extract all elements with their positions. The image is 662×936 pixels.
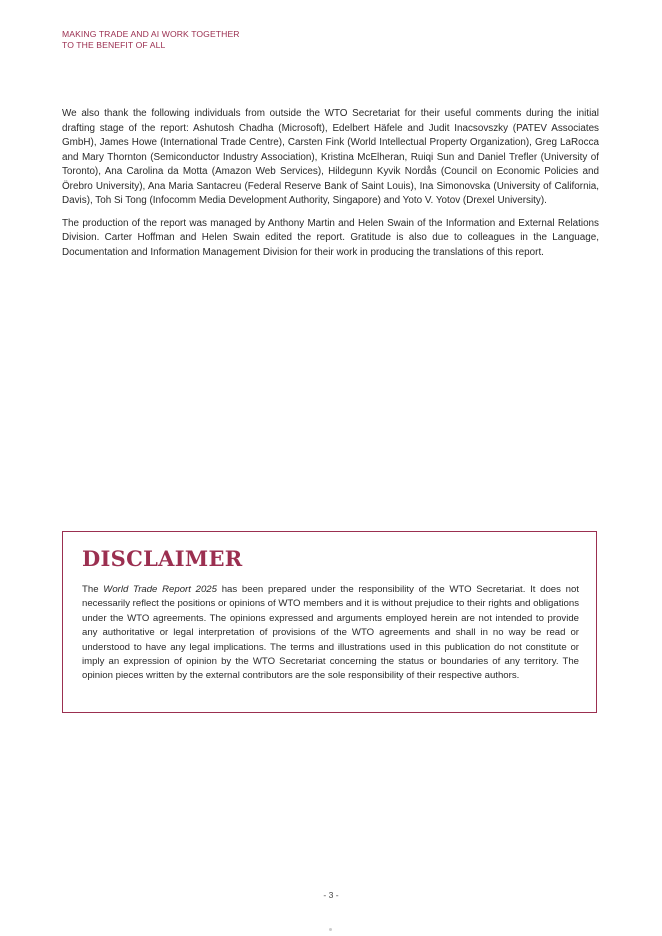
footer-dot-mark — [329, 928, 332, 931]
disclaimer-text-rest: has been prepared under the responsibility of the WTO Secretariat. It does not necessarily reflect the positions or opinions of WTO members and it is without prejudice to their rights and obligations under the WTO agreements. The opinions expressed and arguments employed herein are not intended to provide any authoritative or legal interpretation of provisions of the WTO agreements and shall in no way be read or understood to have any legal implications. The terms and illustrations used in this publication do not constitute or imply an expression of opinion by the WTO Secretariat concerning the status or boundaries of any territory. The opinion pieces written by the external contributors are the sole responsibility of their respective authors. — [82, 584, 579, 682]
disclaimer-report-title: World Trade Report 2025 — [103, 584, 217, 595]
running-header — [62, 29, 240, 50]
acknowledgements-body — [62, 107, 599, 268]
disclaimer-box — [62, 531, 597, 713]
running-header-line-1: MAKING TRADE AND AI WORK TOGETHER — [62, 29, 240, 39]
running-header-line-2: TO THE BENEFIT OF ALL — [62, 39, 166, 50]
disclaimer-text-prefix: The — [82, 584, 104, 595]
disclaimer-text — [82, 583, 579, 684]
acknowledgements-paragraph-2: The production of the report was managed by Anthony Martin and Helen Swain of the Information and External Relations Division. Carter Hoffman and Helen Swain edited the report. Gratitude is also due to colleagues in the Language, Documentation and Information Management Division for their work in producing the translations of this report. — [62, 217, 599, 258]
page-number: - 3 - — [323, 890, 339, 900]
acknowledgements-paragraph-1: We also thank the following individuals from outside the WTO Secretariat for their useful comments during the initial drafting stage of the report: Ashutosh Chadha (Microsoft), Edelbert Häfele and Judit Inacsovszky (PATEV Associates GmbH), James Howe (International Trade Centre), Carsten Fink (World Intellectual Property Organization), Greg LaRocca and Mary Thornton (Semiconductor Industry Association), Kristina McElheran, Ruiqi Sun and Daniel Trefler (University of Toronto), Ana Carolina da Motta (Amazon Web Services), Hildegunn Kyvik Nordås (Council on Economic Policies and Örebro University), Ana Maria Santacreu (Federal Reserve Bank of Saint Louis), Ina Simonovska (University of California, Davis), Toh Si Tong (Infocomm Media Development Authority, Singapore) and Yoto V. Yotov (Drexel University). — [62, 108, 599, 206]
disclaimer-title: DISCLAIMER — [82, 546, 243, 571]
